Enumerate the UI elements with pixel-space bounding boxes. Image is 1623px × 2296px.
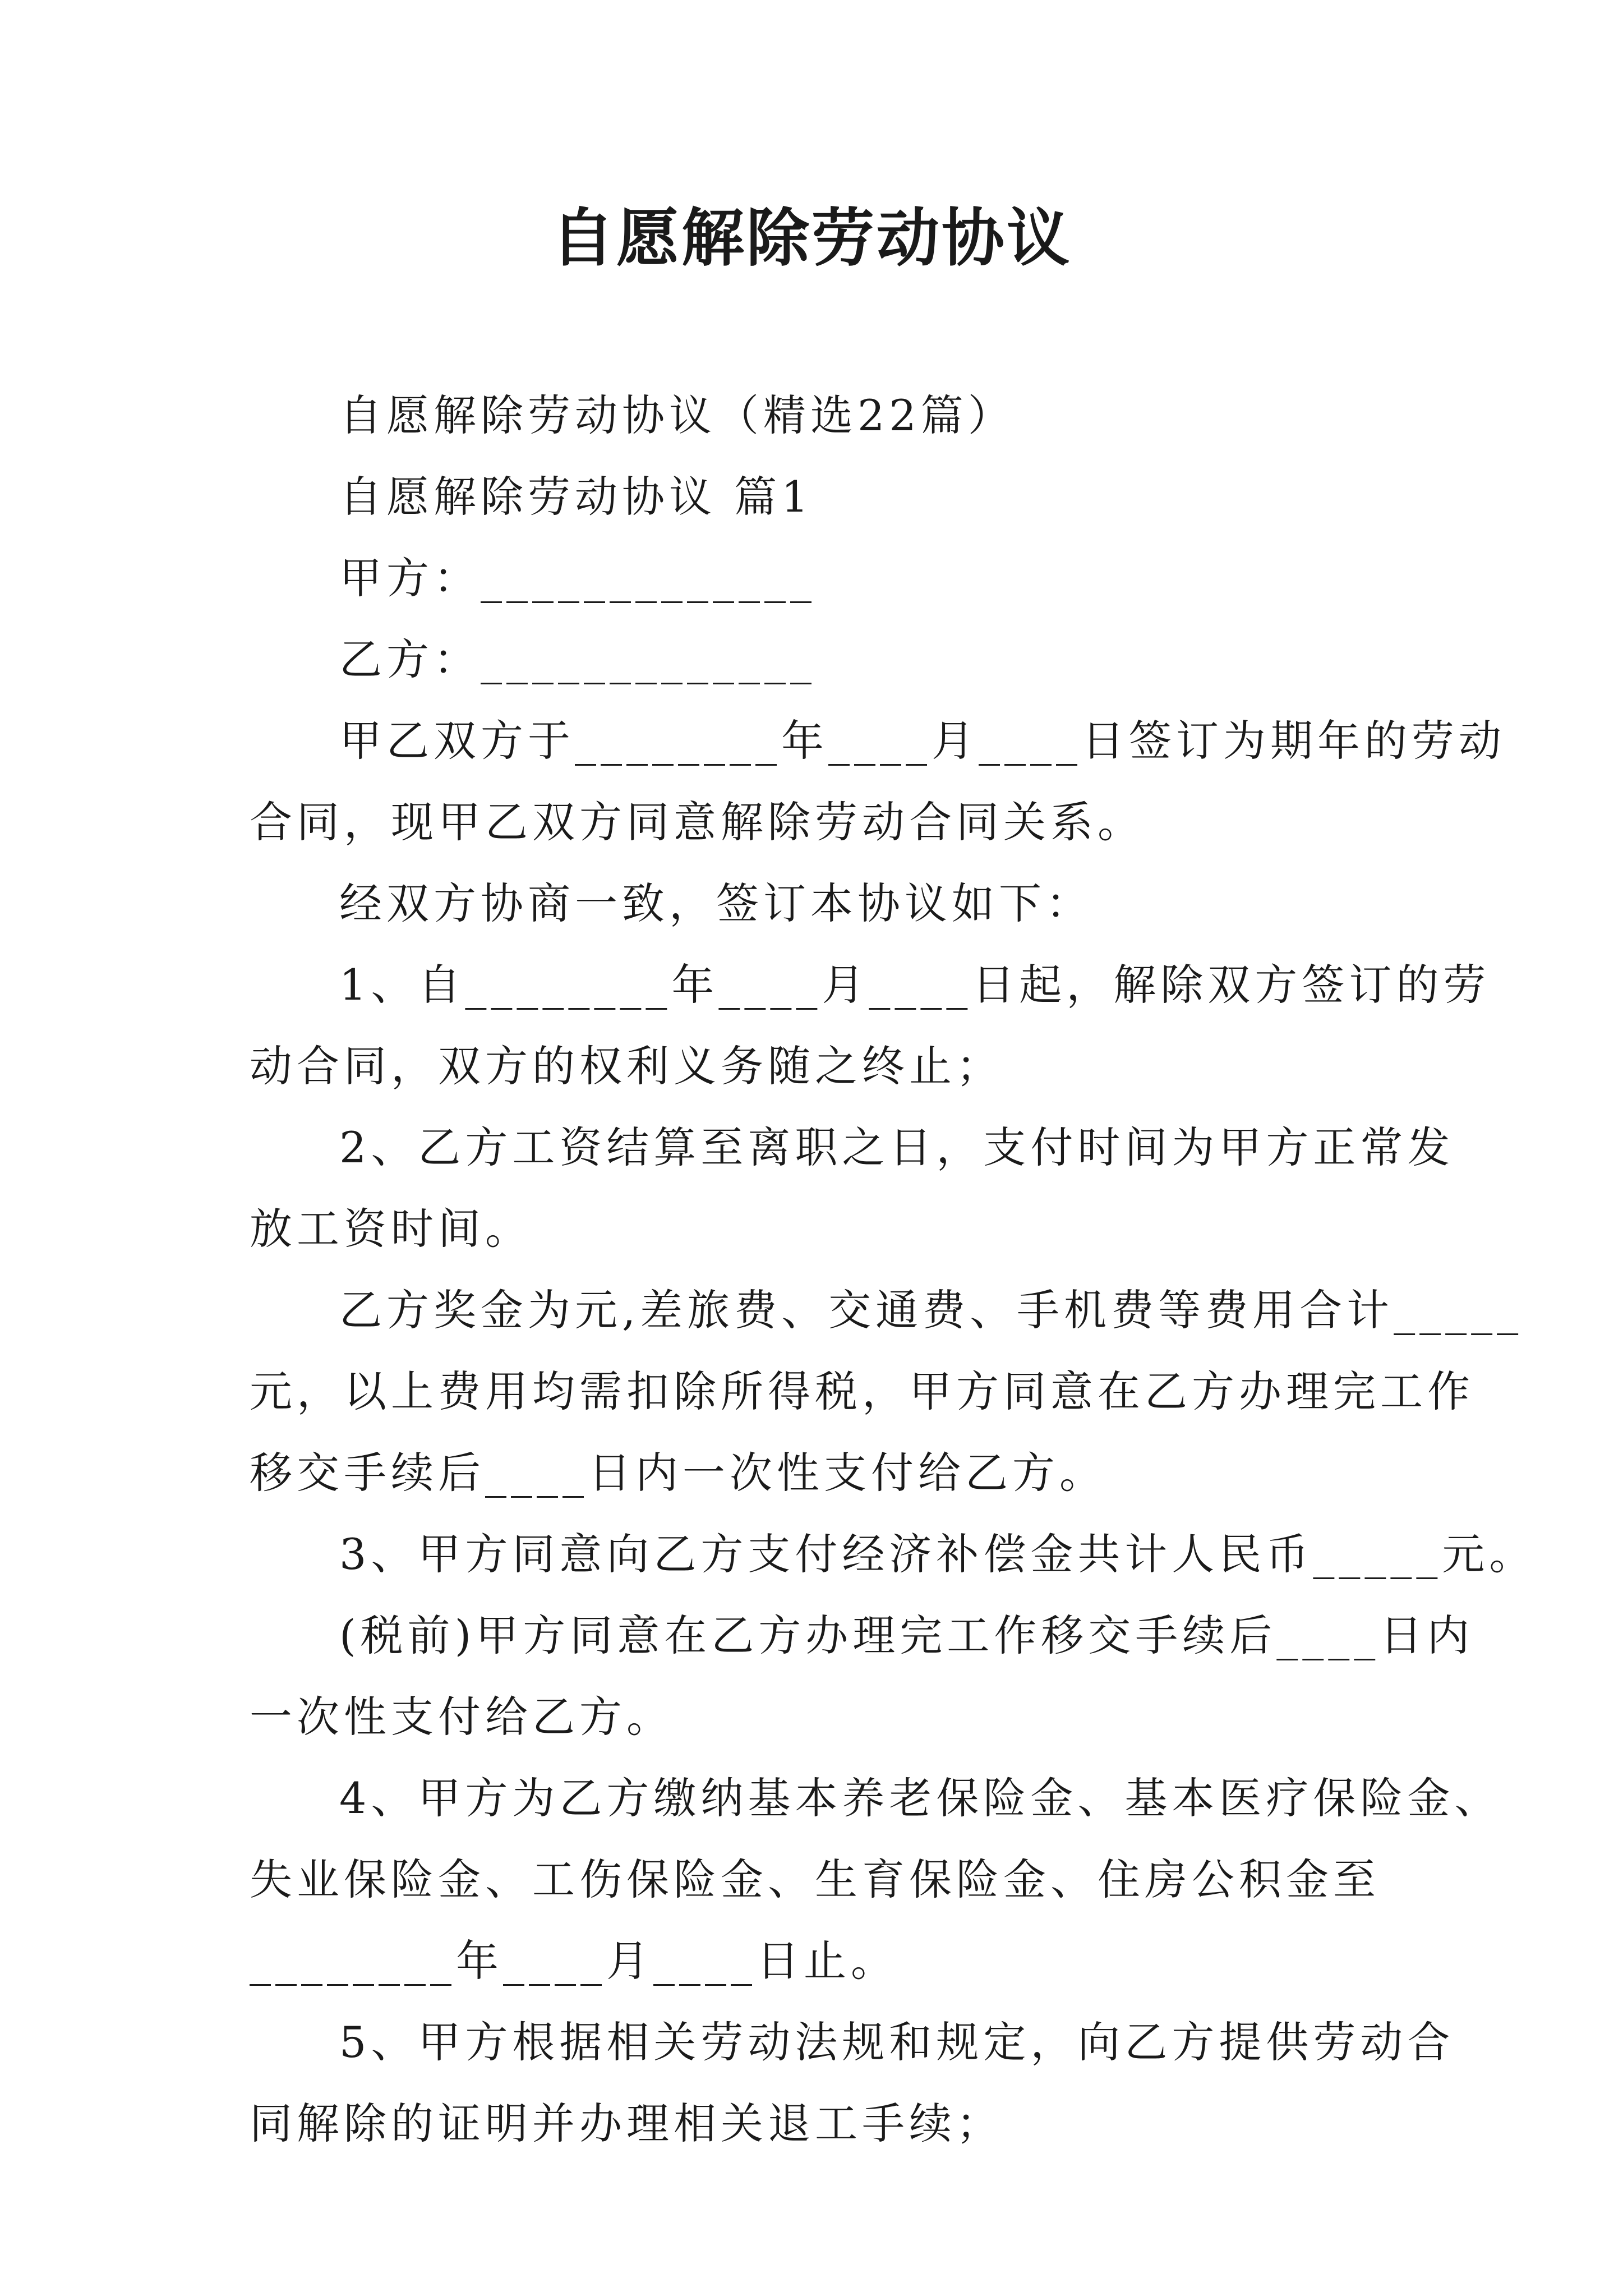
paragraph-line: 合同，现甲乙双方同意解除劳动合同关系。: [250, 797, 1145, 847]
paragraph-line: 乙方奖金为元,差旅费、交通费、手机费等费用合计_____: [339, 1285, 1523, 1335]
document-title: 自愿解除劳动协议: [551, 201, 1072, 275]
clause-1-line: 动合同，双方的权利义务随之终止；: [250, 1041, 1003, 1091]
clause-2-line: 放工资时间。: [250, 1204, 532, 1254]
clause-4-line: ________年____月____日止。: [250, 1936, 898, 1986]
document-body: [250, 375, 1537, 2164]
section-heading: 自愿解除劳动协议 篇1: [339, 472, 813, 522]
paragraph-line: (税前)甲方同意在乙方办理完工作移交手续后____日内: [339, 1611, 1474, 1660]
paragraph-line: 移交手续后____日内一次性支付给乙方。: [250, 1448, 1106, 1498]
paragraph-line: 一次性支付给乙方。: [250, 1692, 674, 1742]
clause-5-line: 同解除的证明并办理相关退工手续；: [250, 2099, 1003, 2148]
party-a-line: 甲方：_____________: [339, 553, 816, 603]
clause-4-line: 失业保险金、工伤保险金、生育保险金、住房公积金至: [250, 1855, 1380, 1904]
clause-3-line: 3、甲方同意向乙方支付经济补偿金共计人民币_____元。: [339, 1529, 1537, 1579]
paragraph-line: 元，以上费用均需扣除所得税，甲方同意在乙方办理完工作: [250, 1366, 1474, 1416]
paragraph-line: 经双方协商一致，签订本协议如下：: [339, 878, 1093, 928]
party-b-line: 乙方：_____________: [339, 634, 816, 684]
clause-5-line: 5、甲方根据相关劳动法规和规定，向乙方提供劳动合: [339, 2017, 1455, 2067]
clause-1-line: 1、自________年____月____日起，解除双方签订的劳: [339, 960, 1491, 1010]
clause-2-line: 2、乙方工资结算至离职之日，支付时间为甲方正常发: [339, 1122, 1455, 1172]
subtitle-line: 自愿解除劳动协议（精选22篇）: [339, 390, 1015, 440]
clause-4-line: 4、甲方为乙方缴纳基本养老保险金、基本医疗保险金、: [339, 1773, 1502, 1823]
paragraph-line: 甲乙双方于________年____月____日签订为期年的劳动: [339, 716, 1506, 766]
